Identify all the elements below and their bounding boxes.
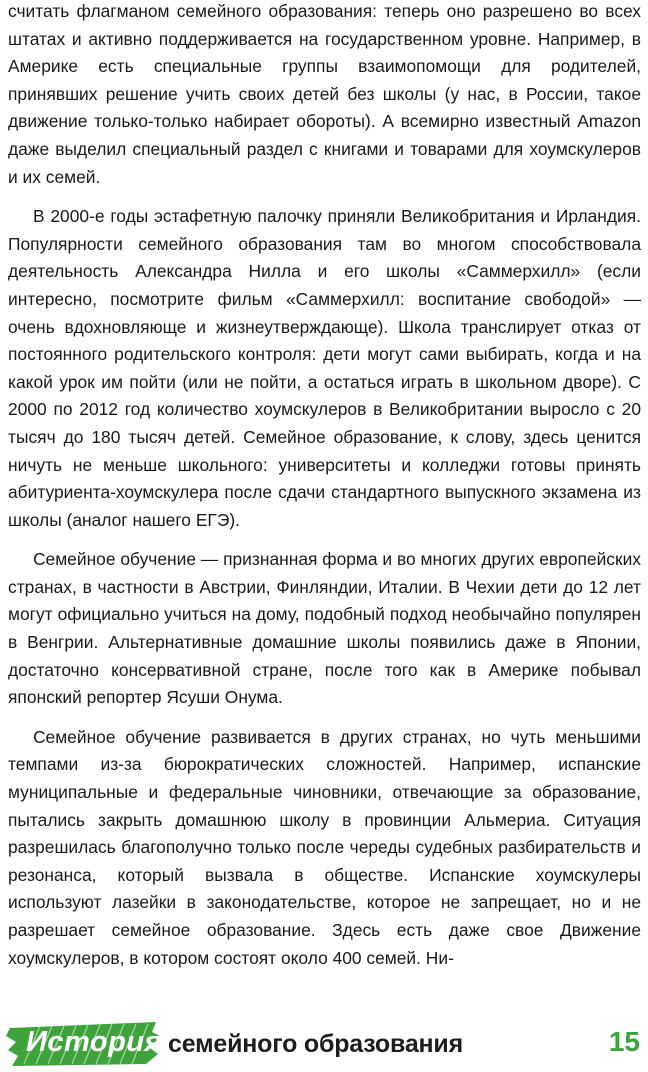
page-body [8,0,641,972]
page-number: 15 [608,1026,640,1057]
paragraph-1: считать флагманом семейного образования: теперь оно разрешено во всех штатах и активно поддерживается на государственном уровне. Например, в Америке есть специальные группы взаимопомощи для родителей, принявших решение учить своих детей без школы (у нас, в России, такое движение только-только набирает обороты). А всемирно известный Amazon даже выделил специальный раздел с книгами и товарами для хоумскулеров и их семей. [8,1,641,187]
paragraph-2: В 2000-е годы эстафетную палочку приняли Великобритания и Ирландия. Популярности семейного образования там во многом способствовала деятельность Александра Нилла и его школы «Саммерхилл» (если интересно, посмотрите фильм «Саммерхилл: воспитание свободой» — очень вдохновляюще и жизнеутверждающе). Школа транслирует отказ от постоянного родительского контроля: дети могут сами выбирать, когда и на какой урок им пойти (или не пойти, а остаться играть в школьном дворе). С 2000 по 2012 год количество хоумскулеров в Великобритании выросло с 20 тысяч до 180 тысяч детей. Семейное образование, к слову, здесь ценится ничуть не меньше школьного: университеты и колледжи готовы принять абитуриента-хоумскулера после сдачи стандартного выпускного экзамена из школы (аналог нашего ЕГЭ). [8,206,641,530]
section-title: семейного образования [168,1030,463,1058]
page-footer [0,1010,648,1072]
paragraph-4: Семейное обучение развивается в других странах, но чуть меньшими темпами из-за бюрократических сложностей. Например, испанские муниципальные и федеральные чиновники, отвечающие за образование, пытались закрыть домашнюю школу в провинции Альмериа. Ситуация разрешилась благополучно только после череды судебных разбирательств и резонанса, который вызвала в обществе. Испанские хоумскулеры используют лазейки в законодательстве, которое не запрещает, но и не разрешает семейное образование. Здесь есть даже свое Движение хоумскулеров, в котором состоят около 400 семей. Ни- [8,726,641,968]
section-label-italic: История [26,1026,163,1058]
paragraph-3: Семейное обучение — признанная форма и во многих других европейских странах, в частности в Австрии, Финляндии, Италии. В Чехии дети до 12 лет могут официально учиться на дому, подобный подход необычайно популярен в Венгрии. Альтернативные домашние школы появились даже в Японии, достаточно консервативной стране, после того как в Америке побывал японский репортер Ясуши Онума. [8,549,641,708]
